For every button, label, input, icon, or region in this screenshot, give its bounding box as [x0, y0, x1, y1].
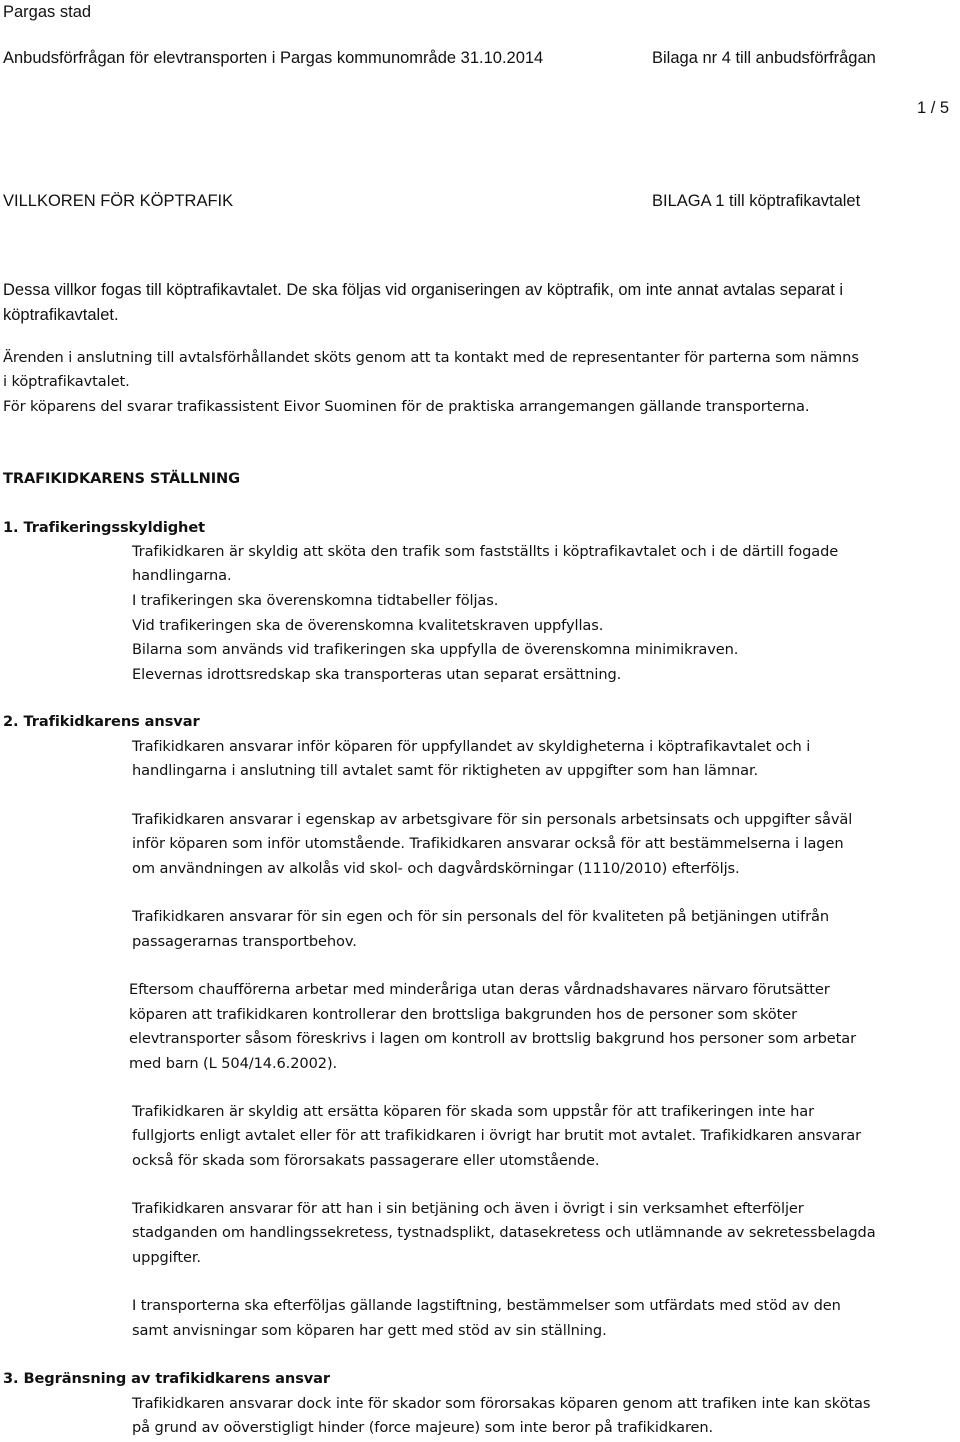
subsection-heading: 1. Trafikeringsskyldighet	[3, 519, 206, 536]
paragraph-line: Trafikidkaren ansvarar i egenskap av arbetsgivare för sin personals arbetsinsats och uppgifter såväl	[132, 811, 853, 828]
paragraph-line: Bilarna som används vid trafikeringen ska uppfylla de överenskomna minimikraven.	[132, 641, 739, 658]
paragraph-line: Trafikidkaren ansvarar dock inte för skador som förorsakas köparen genom att trafiken inte kan skötas	[132, 1395, 871, 1412]
paragraph-line: Trafikidkaren ansvarar för sin egen och för sin personals del för kvaliteten på betjäningen utifrån	[132, 908, 830, 925]
document-title: Anbudsförfrågan för elevtransporten i Pargas kommunområde 31.10.2014	[3, 49, 544, 67]
paragraph-line: på grund av oöverstigligt hinder (force majeure) som inte beror på trafikidkaren.	[132, 1419, 714, 1436]
intro-line: Dessa villkor fogas till köptrafikavtalet. De ska följas vid organiseringen av köptrafik, om inte annat avtalas separat i	[3, 281, 844, 299]
paragraph-line: också för skada som förorsakats passagerare eller utomstående.	[132, 1152, 600, 1169]
paragraph-line: Elevernas idrottsredskap ska transporteras utan separat ersättning.	[132, 666, 622, 683]
page-number: 1 / 5	[917, 99, 950, 117]
paragraph-line: I trafikeringen ska överenskomna tidtabeller följas.	[132, 592, 499, 609]
paragraph-line: med barn (L 504/14.6.2002).	[129, 1055, 338, 1072]
paragraph-line: passagerarnas transportbehov.	[132, 933, 357, 950]
paragraph-line: Trafikidkaren ansvarar inför köparen för uppfyllandet av skyldigheterna i köptrafikavtalet och i	[132, 738, 811, 755]
paragraph-line: I transporterna ska efterföljas gällande lagstiftning, bestämmelser som utfärdats med stöd av den	[132, 1297, 841, 1314]
paragraph-line: Eftersom chaufförerna arbetar med minderåriga utan deras vårdnadshavares närvaro förutsätter	[129, 981, 830, 998]
annex-label: BILAGA 1 till köptrafikavtalet	[652, 192, 861, 210]
organization-name: Pargas stad	[3, 3, 92, 21]
subsection-heading: 3. Begränsning av trafikidkarens ansvar	[3, 1370, 331, 1387]
intro-line: köptrafikavtalet.	[3, 306, 119, 324]
paragraph-line: fullgjorts enligt avtalet eller för att trafikidkaren i övrigt har brutit mot avtalet. Trafikidkaren ansvarar	[132, 1127, 862, 1144]
paragraph-line: stadganden om handlingssekretess, tystnadsplikt, datasekretess och utlämnande av sekretessbelagda	[132, 1224, 876, 1241]
paragraph-line: handlingarna.	[132, 567, 232, 584]
intro-line: i köptrafikavtalet.	[3, 373, 130, 390]
attachment-label: Bilaga nr 4 till anbudsförfrågan	[652, 49, 876, 67]
paragraph-line: Trafikidkaren ansvarar för att han i sin betjäning och även i övrigt i sin verksamhet efterföljer	[132, 1200, 804, 1217]
intro-line: Ärenden i anslutning till avtalsförhållandet sköts genom att ta kontakt med de representanter för parterna som nämns	[3, 349, 859, 366]
page-title: VILLKOREN FÖR KÖPTRAFIK	[3, 192, 234, 210]
paragraph-line: Trafikidkaren är skyldig att ersätta köparen för skada som uppstår för att trafikeringen inte har	[132, 1103, 815, 1120]
paragraph-line: samt anvisningar som köparen har gett med stöd av sin ställning.	[132, 1322, 607, 1339]
paragraph-line: Trafikidkaren är skyldig att sköta den trafik som fastställts i köptrafikavtalet och i de därtill fogade	[132, 543, 839, 560]
paragraph-line: om användningen av alkolås vid skol- och dagvårdskörningar (1110/2010) efterföljs.	[132, 860, 740, 877]
paragraph-line: uppgifter.	[132, 1249, 201, 1266]
paragraph-line: elevtransporter såsom föreskrivs i lagen om kontroll av brottslig bakgrund hos personer som arbetar	[129, 1030, 857, 1047]
section-heading: TRAFIKIDKARENS STÄLLNING	[3, 470, 241, 487]
paragraph-line: Vid trafikeringen ska de överenskomna kvalitetskraven uppfyllas.	[132, 617, 604, 634]
subsection-heading: 2. Trafikidkarens ansvar	[3, 713, 200, 730]
paragraph-line: handlingarna i anslutning till avtalet samt för riktigheten av uppgifter som han lämnar.	[132, 762, 759, 779]
paragraph-line: inför köparen som inför utomstående. Trafikidkaren ansvarar också för att bestämmelserna i lagen	[132, 835, 844, 852]
intro-line: För köparens del svarar trafikassistent Eivor Suominen för de praktiska arrangemangen gällande transporterna.	[3, 398, 810, 415]
paragraph-line: köparen att trafikidkaren kontrollerar den brottsliga bakgrunden hos de personer som sköter	[129, 1006, 798, 1023]
